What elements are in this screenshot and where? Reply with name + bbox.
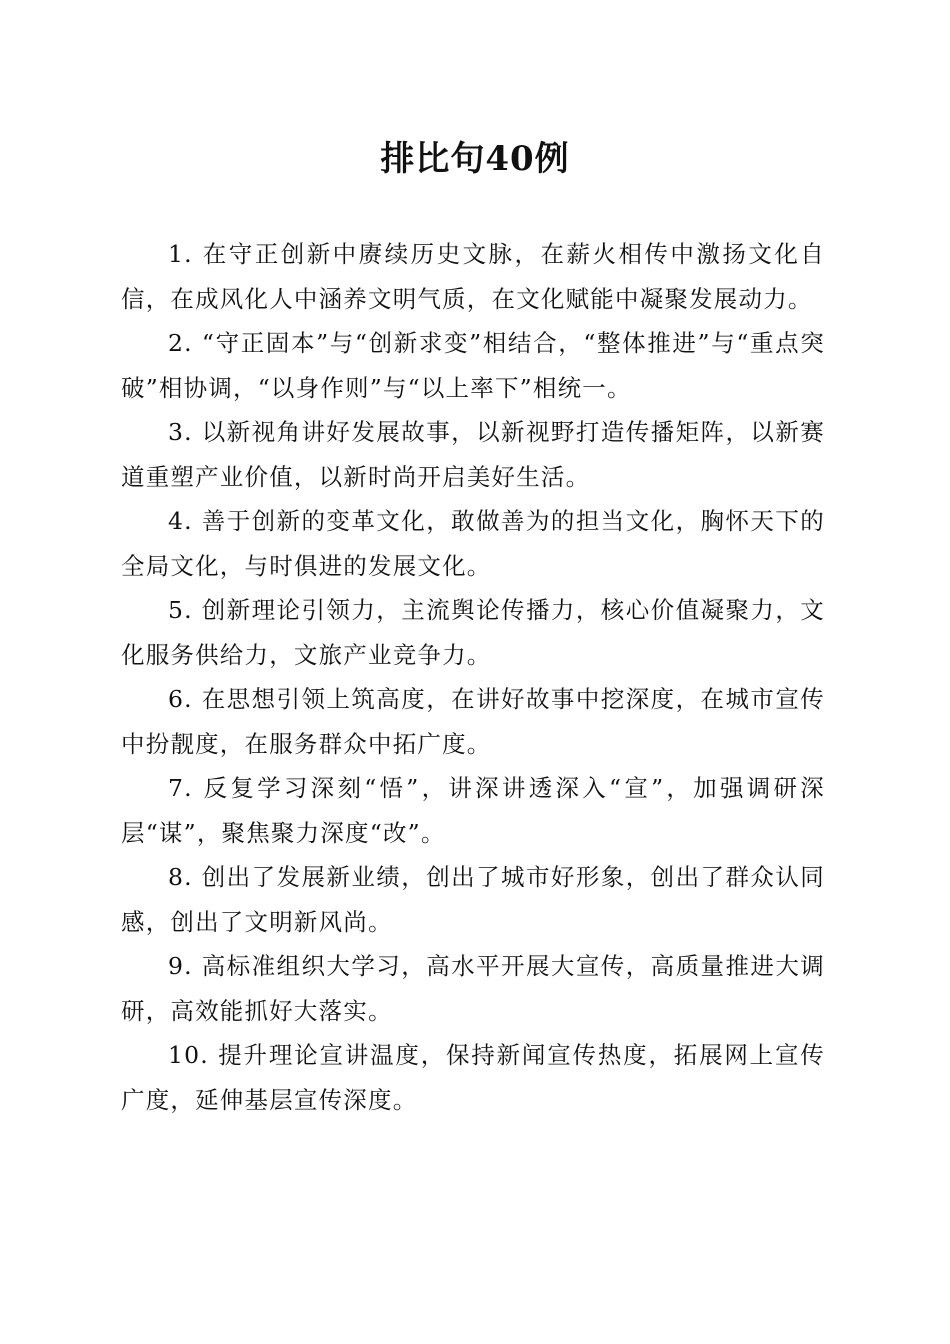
list-item: 10. 提升理论宣讲温度，保持新闻宣传热度，拓展网上宣传广度，延伸基层宣传深度。 xyxy=(121,1041,825,1114)
list-item: 5. 创新理论引领力，主流舆论传播力，核心价值凝聚力，文化服务供给力，文旅产业竞争力。 xyxy=(121,596,825,669)
list-item: 6. 在思想引领上筑高度，在讲好故事中挖深度，在城市宣传中扮靓度，在服务群众中拓广度。 xyxy=(121,685,825,758)
document-body xyxy=(121,232,825,1122)
list-item: 8. 创出了发展新业绩，创出了城市好形象，创出了群众认同感，创出了文明新风尚。 xyxy=(121,863,825,936)
list-item: 7. 反复学习深刻“悟”，讲深讲透深入“宣”，加强调研深层“谋”，聚焦聚力深度“改”。 xyxy=(121,774,825,847)
page-title: 排比句40例 xyxy=(380,139,570,179)
list-item: 9. 高标准组织大学习，高水平开展大宣传，高质量推进大调研，高效能抓好大落实。 xyxy=(121,952,825,1025)
list-item: 3. 以新视角讲好发展故事，以新视野打造传播矩阵，以新赛道重塑产业价值，以新时尚开启美好生活。 xyxy=(121,418,825,491)
list-item: 1. 在守正创新中赓续历史文脉，在薪火相传中激扬文化自信，在成风化人中涵养文明气质，在文化赋能中凝聚发展动力。 xyxy=(121,240,825,313)
list-item: 2. “守正固本”与“创新求变”相结合，“整体推进”与“重点突破”相协调，“以身作则”与“以上率下”相统一。 xyxy=(121,329,825,402)
list-item: 4. 善于创新的变革文化，敢做善为的担当文化，胸怀天下的全局文化，与时俱进的发展文化。 xyxy=(121,507,825,580)
